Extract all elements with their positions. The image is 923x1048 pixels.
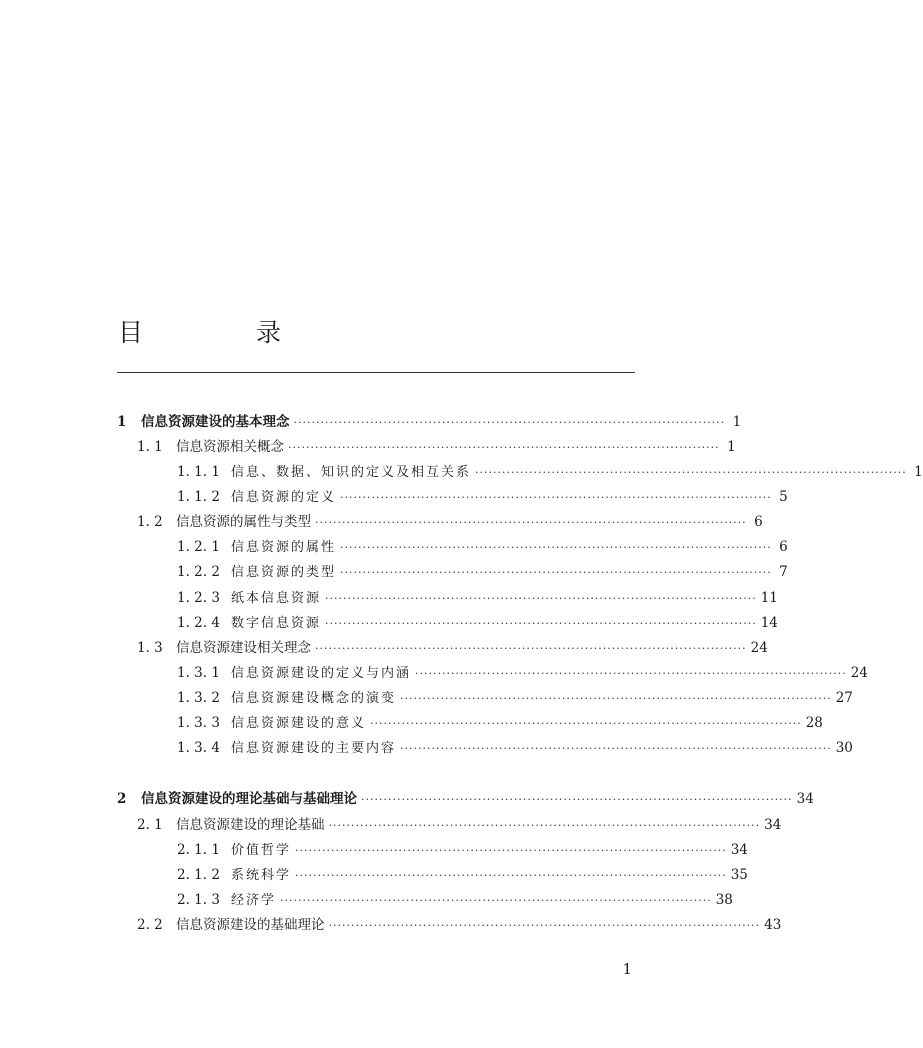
toc-title: 纸本信息资源 bbox=[231, 591, 322, 606]
toc-number: 1. 1. 2 bbox=[177, 489, 220, 505]
leader-dots: ································································································ bbox=[315, 642, 747, 655]
leader-dots: ································································································ bbox=[295, 844, 727, 857]
toc-number: 1. 1 bbox=[137, 439, 163, 455]
toc-entry-subsection[interactable] bbox=[177, 890, 733, 910]
toc-page: 34 bbox=[730, 842, 748, 858]
toc-entry-subsection[interactable] bbox=[177, 688, 853, 708]
toc-page: 1 bbox=[727, 439, 736, 455]
toc-title: 系统科学 bbox=[231, 868, 292, 883]
toc-title: 信息资源建设概念的演变 bbox=[231, 691, 397, 706]
toc-entry-subsection[interactable] bbox=[177, 663, 868, 683]
leader-dots: ································································································ bbox=[475, 466, 907, 479]
toc-number: 1. 3. 3 bbox=[177, 715, 220, 731]
leader-dots: ································································································ bbox=[340, 541, 772, 554]
leader-dots: ································································································ bbox=[340, 491, 772, 504]
toc-page: 24 bbox=[850, 665, 868, 681]
toc-page: 1 bbox=[732, 414, 742, 430]
leader-dots: ································································································ bbox=[295, 869, 727, 882]
toc-title: 信息资源建设相关理念 bbox=[176, 640, 311, 656]
toc-number: 1. 3 bbox=[137, 640, 163, 656]
leader-dots: ································································································ bbox=[400, 742, 832, 755]
toc-title: 信息资源建设的定义与内涵 bbox=[231, 666, 412, 681]
toc-entry-subsection[interactable] bbox=[177, 713, 823, 733]
toc-title: 信息资源建设的理论基础 bbox=[176, 817, 325, 833]
toc-entry-subsection[interactable] bbox=[177, 562, 788, 582]
toc-entry-chapter[interactable] bbox=[117, 412, 742, 432]
toc-page: 28 bbox=[805, 715, 823, 731]
toc-number: 1. 3. 2 bbox=[177, 690, 220, 706]
page-number: 1 bbox=[622, 960, 632, 978]
toc-title: 经济学 bbox=[231, 893, 277, 908]
toc-entry-subsection[interactable] bbox=[177, 738, 853, 758]
toc-number: 1. 2. 4 bbox=[177, 615, 220, 631]
toc-number: 1. 2. 3 bbox=[177, 590, 220, 606]
toc-title: 信息资源建设的基本理念 bbox=[141, 414, 290, 430]
toc-entry-subsection[interactable] bbox=[177, 588, 778, 608]
toc-number: 2. 1 bbox=[137, 817, 163, 833]
toc-number: 2. 1. 2 bbox=[177, 867, 220, 883]
toc-title: 信息资源建设的意义 bbox=[231, 716, 367, 731]
toc-entry-subsection[interactable] bbox=[177, 613, 778, 633]
toc-title: 数字信息资源 bbox=[231, 616, 322, 631]
toc-page: 6 bbox=[779, 539, 788, 555]
leader-dots: ································································································ bbox=[328, 919, 761, 932]
toc-title: 价值哲学 bbox=[231, 843, 292, 858]
toc-entry-subsection[interactable] bbox=[177, 487, 788, 507]
toc-number: 2. 2 bbox=[137, 917, 163, 933]
leader-dots: ································································································ bbox=[293, 416, 726, 429]
leader-dots: ································································································ bbox=[315, 516, 747, 529]
toc-title: 信息资源的属性与类型 bbox=[176, 514, 311, 530]
toc-entry-subsection[interactable] bbox=[177, 537, 788, 557]
toc-page: 1 bbox=[914, 464, 923, 480]
leader-dots: ································································································ bbox=[400, 692, 832, 705]
leader-dots: ································································································ bbox=[328, 819, 761, 832]
toc-entry-subsection[interactable] bbox=[177, 840, 748, 860]
page-title: 目 录 bbox=[118, 318, 326, 347]
toc-number: 2 bbox=[117, 791, 127, 807]
toc-number: 1. 1. 1 bbox=[177, 464, 220, 480]
leader-dots: ································································································ bbox=[361, 793, 793, 806]
leader-dots: ································································································ bbox=[340, 566, 772, 579]
toc-title: 信息资源的类型 bbox=[231, 565, 337, 580]
toc-number: 1. 3. 1 bbox=[177, 665, 220, 681]
toc-number: 1. 3. 4 bbox=[177, 740, 220, 756]
toc-page: 34 bbox=[764, 817, 782, 833]
toc-title: 信息资源建设的理论基础与基础理论 bbox=[141, 791, 357, 807]
leader-dots: ································································································ bbox=[325, 617, 757, 630]
toc-title: 信息资源建设的基础理论 bbox=[176, 917, 325, 933]
toc-page: 30 bbox=[835, 740, 853, 756]
toc-title: 信息资源的定义 bbox=[231, 490, 337, 505]
toc-page: 35 bbox=[730, 867, 748, 883]
leader-dots: ································································································ bbox=[370, 717, 802, 730]
toc-page: 7 bbox=[779, 564, 788, 580]
leader-dots: ································································································ bbox=[280, 894, 712, 907]
toc-page: 27 bbox=[835, 690, 853, 706]
toc-number: 2. 1. 1 bbox=[177, 842, 220, 858]
toc-title: 信息资源相关概念 bbox=[176, 439, 284, 455]
toc-number: 1. 2. 2 bbox=[177, 564, 220, 580]
leader-dots: ································································································ bbox=[325, 592, 757, 605]
toc-title: 信息资源的属性 bbox=[231, 540, 337, 555]
toc-page: 14 bbox=[760, 615, 778, 631]
toc-entry-subsection[interactable] bbox=[177, 865, 748, 885]
toc-number: 2. 1. 3 bbox=[177, 892, 220, 908]
toc-entry-section[interactable] bbox=[137, 815, 782, 835]
toc-page: 5 bbox=[779, 489, 788, 505]
toc-entry-section[interactable] bbox=[137, 437, 736, 457]
toc-entry-section[interactable] bbox=[137, 915, 782, 935]
toc-page: 43 bbox=[764, 917, 782, 933]
toc-entry-chapter[interactable] bbox=[117, 789, 814, 809]
toc-entry-section[interactable] bbox=[137, 638, 768, 658]
toc-title: 信息、数据、知识的定义及相互关系 bbox=[231, 465, 472, 480]
toc-page: 34 bbox=[796, 791, 814, 807]
toc-page: 24 bbox=[750, 640, 768, 656]
toc-title: 信息资源建设的主要内容 bbox=[231, 741, 397, 756]
toc-page: 6 bbox=[754, 514, 763, 530]
leader-dots: ································································································ bbox=[415, 667, 847, 680]
toc-number: 1. 2. 1 bbox=[177, 539, 220, 555]
toc-page: 11 bbox=[760, 590, 778, 606]
toc-entry-section[interactable] bbox=[137, 512, 763, 532]
toc-number: 1. 2 bbox=[137, 514, 163, 530]
leader-dots: ································································································ bbox=[288, 441, 720, 454]
toc-entry-subsection[interactable] bbox=[177, 462, 923, 482]
toc-page: 38 bbox=[715, 892, 733, 908]
toc-number: 1 bbox=[117, 414, 127, 430]
